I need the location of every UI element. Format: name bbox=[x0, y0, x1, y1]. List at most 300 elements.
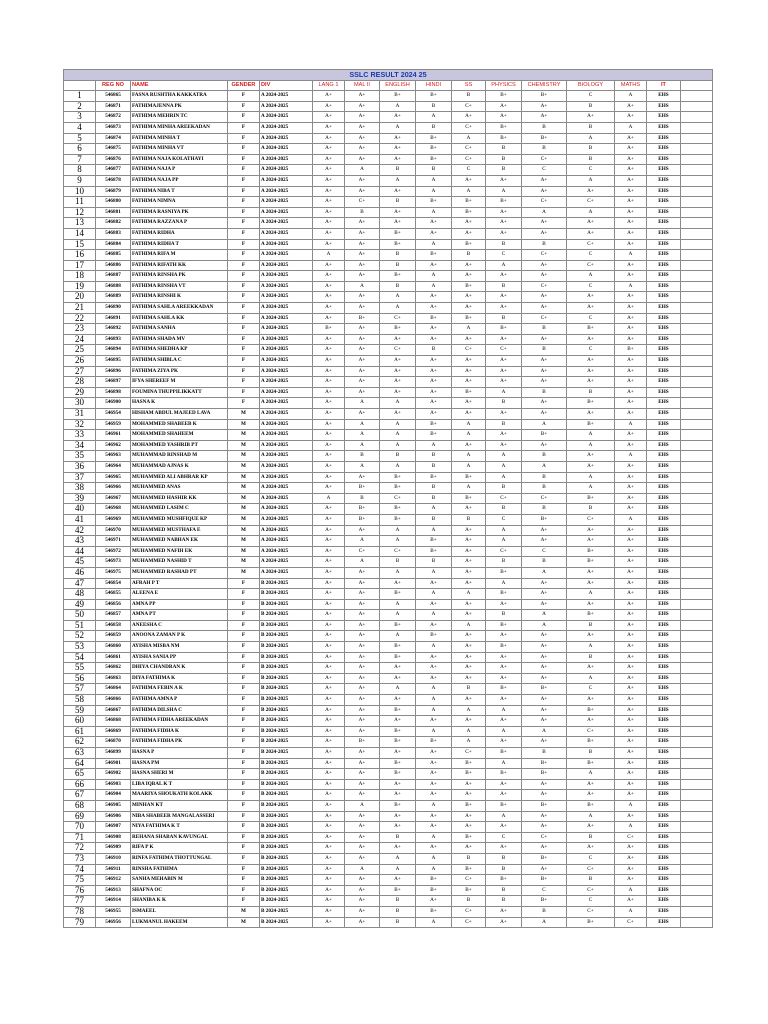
grade-ss: A+ bbox=[452, 843, 486, 854]
table-row bbox=[64, 260, 713, 271]
grade-chemistry: A bbox=[522, 461, 567, 472]
grade-biology: A+ bbox=[567, 822, 615, 833]
grade-maths: A+ bbox=[615, 695, 647, 706]
grade-hindi: A bbox=[416, 589, 452, 600]
grade-physics: B+ bbox=[486, 769, 522, 780]
gender: M bbox=[228, 419, 260, 430]
grade-biology: A+ bbox=[567, 356, 615, 367]
gender: M bbox=[228, 525, 260, 536]
student-name: FATHIMA MINHA AREEKADAN bbox=[131, 122, 228, 133]
division: B 2024-2025 bbox=[260, 705, 313, 716]
grade-chemistry: C bbox=[522, 165, 567, 176]
blank-cell bbox=[681, 366, 713, 377]
grade-mal2: A+ bbox=[345, 175, 380, 186]
blank-cell bbox=[681, 642, 713, 653]
table-row bbox=[64, 197, 713, 208]
grade-hindi: B+ bbox=[416, 419, 452, 430]
grade-biology: C+ bbox=[567, 197, 615, 208]
grade-ss: A bbox=[452, 737, 486, 748]
grade-it: EHS bbox=[647, 313, 681, 324]
reg-no: 546869 bbox=[96, 726, 131, 737]
grade-lang1: A+ bbox=[313, 228, 345, 239]
grade-mal2: B+ bbox=[345, 504, 380, 515]
grade-chemistry: A bbox=[522, 207, 567, 218]
grade-biology: C bbox=[567, 853, 615, 864]
table-row bbox=[64, 748, 713, 759]
blank-cell bbox=[681, 917, 713, 928]
grade-english: A+ bbox=[380, 663, 416, 674]
serial-number: 8 bbox=[64, 165, 96, 176]
reg-no: 546889 bbox=[96, 292, 131, 303]
gender: F bbox=[228, 154, 260, 165]
student-name: MUHAMMED NAFIH EK bbox=[131, 546, 228, 557]
grade-ss: A+ bbox=[452, 779, 486, 790]
serial-number: 45 bbox=[64, 557, 96, 568]
grade-maths: A+ bbox=[615, 737, 647, 748]
grade-hindi: A bbox=[416, 853, 452, 864]
grade-biology: A bbox=[567, 271, 615, 282]
grade-hindi: B bbox=[416, 483, 452, 494]
table-row bbox=[64, 334, 713, 345]
grade-chemistry: C+ bbox=[522, 197, 567, 208]
student-name: RIFA P K bbox=[131, 843, 228, 854]
blank-cell bbox=[681, 197, 713, 208]
grade-hindi: B+ bbox=[416, 144, 452, 155]
grade-lang1: A+ bbox=[313, 790, 345, 801]
grade-chemistry: B+ bbox=[522, 769, 567, 780]
serial-number: 70 bbox=[64, 822, 96, 833]
grade-chemistry: A+ bbox=[522, 822, 567, 833]
table-row bbox=[64, 652, 713, 663]
grade-it: EHS bbox=[647, 663, 681, 674]
grade-hindi: A+ bbox=[416, 896, 452, 907]
reg-no: 546972 bbox=[96, 546, 131, 557]
gender: F bbox=[228, 620, 260, 631]
grade-lang1: A+ bbox=[313, 875, 345, 886]
grade-hindi: A bbox=[416, 281, 452, 292]
grade-biology: A+ bbox=[567, 112, 615, 123]
table-row bbox=[64, 461, 713, 472]
division: A 2024-2025 bbox=[260, 419, 313, 430]
gender: M bbox=[228, 567, 260, 578]
blank-cell bbox=[681, 324, 713, 335]
grade-lang1: A+ bbox=[313, 843, 345, 854]
grade-physics: A+ bbox=[486, 207, 522, 218]
grade-it: EHS bbox=[647, 186, 681, 197]
table-row bbox=[64, 716, 713, 727]
table-row bbox=[64, 567, 713, 578]
gender: M bbox=[228, 472, 260, 483]
blank-cell bbox=[681, 748, 713, 759]
grade-biology: B bbox=[567, 387, 615, 398]
student-name: DHIYA CHANDRAN K bbox=[131, 663, 228, 674]
gender: F bbox=[228, 398, 260, 409]
division: B 2024-2025 bbox=[260, 642, 313, 653]
grade-it: EHS bbox=[647, 822, 681, 833]
grade-physics: A+ bbox=[486, 906, 522, 917]
blank-cell bbox=[681, 334, 713, 345]
grade-maths: A+ bbox=[615, 578, 647, 589]
student-name: FATHIMAJENNA PK bbox=[131, 101, 228, 112]
table-row bbox=[64, 165, 713, 176]
grade-chemistry: A+ bbox=[522, 356, 567, 367]
blank-cell bbox=[681, 864, 713, 875]
reg-no: 546899 bbox=[96, 748, 131, 759]
serial-number: 30 bbox=[64, 398, 96, 409]
serial-number: 66 bbox=[64, 779, 96, 790]
serial-number: 46 bbox=[64, 567, 96, 578]
grade-biology: C bbox=[567, 165, 615, 176]
grade-hindi: B bbox=[416, 461, 452, 472]
student-name: FATHIMA SAHLA AREEKKADAN bbox=[131, 303, 228, 314]
grade-ss: A+ bbox=[452, 409, 486, 420]
reg-no: 546876 bbox=[96, 154, 131, 165]
reg-no: 546874 bbox=[96, 133, 131, 144]
grade-hindi: A+ bbox=[416, 652, 452, 663]
grade-biology: B bbox=[567, 101, 615, 112]
grade-english: B+ bbox=[380, 726, 416, 737]
grade-lang1: A+ bbox=[313, 567, 345, 578]
grade-biology: A+ bbox=[567, 779, 615, 790]
grade-maths: A+ bbox=[615, 356, 647, 367]
student-name: MUHAMMED MUSTHAFA E bbox=[131, 525, 228, 536]
grade-chemistry: B bbox=[522, 345, 567, 356]
grade-lang1: A+ bbox=[313, 387, 345, 398]
division: B 2024-2025 bbox=[260, 599, 313, 610]
grade-chemistry: B bbox=[522, 748, 567, 759]
grade-physics: B bbox=[486, 281, 522, 292]
blank-cell bbox=[681, 165, 713, 176]
grade-mal2: A+ bbox=[345, 642, 380, 653]
grade-lang1: A+ bbox=[313, 313, 345, 324]
division: B 2024-2025 bbox=[260, 832, 313, 843]
division: B 2024-2025 bbox=[260, 896, 313, 907]
grade-maths: A bbox=[615, 281, 647, 292]
grade-lang1: A+ bbox=[313, 705, 345, 716]
grade-hindi: A+ bbox=[416, 578, 452, 589]
grade-biology: B bbox=[567, 652, 615, 663]
serial-number: 65 bbox=[64, 769, 96, 780]
grade-ss: A bbox=[452, 186, 486, 197]
grade-physics: A+ bbox=[486, 737, 522, 748]
grade-mal2: A+ bbox=[345, 345, 380, 356]
grade-lang1: A+ bbox=[313, 800, 345, 811]
division: B 2024-2025 bbox=[260, 589, 313, 600]
grade-maths: A+ bbox=[615, 620, 647, 631]
grade-it: EHS bbox=[647, 356, 681, 367]
grade-mal2: A bbox=[345, 165, 380, 176]
grade-hindi: A bbox=[416, 271, 452, 282]
blank-cell bbox=[681, 779, 713, 790]
blank-cell bbox=[681, 91, 713, 102]
grade-it: EHS bbox=[647, 207, 681, 218]
grade-english: B+ bbox=[380, 705, 416, 716]
grade-maths: A+ bbox=[615, 642, 647, 653]
grade-physics: A+ bbox=[486, 663, 522, 674]
grade-physics: B+ bbox=[486, 620, 522, 631]
grade-maths: A+ bbox=[615, 409, 647, 420]
grade-ss: A+ bbox=[452, 822, 486, 833]
grade-biology: C bbox=[567, 313, 615, 324]
table-row bbox=[64, 684, 713, 695]
grade-maths: A+ bbox=[615, 324, 647, 335]
grade-lang1: A bbox=[313, 493, 345, 504]
grade-english: B bbox=[380, 832, 416, 843]
grade-hindi: A+ bbox=[416, 673, 452, 684]
grade-maths: A bbox=[615, 885, 647, 896]
grade-lang1: A+ bbox=[313, 610, 345, 621]
grade-it: EHS bbox=[647, 589, 681, 600]
grade-ss: B+ bbox=[452, 197, 486, 208]
grade-ss: A+ bbox=[452, 642, 486, 653]
grade-english: A+ bbox=[380, 790, 416, 801]
grade-maths: A+ bbox=[615, 271, 647, 282]
grade-english: A+ bbox=[380, 207, 416, 218]
grade-lang1: A+ bbox=[313, 620, 345, 631]
grade-biology: C+ bbox=[567, 239, 615, 250]
grade-it: EHS bbox=[647, 260, 681, 271]
division: A 2024-2025 bbox=[260, 281, 313, 292]
grade-hindi: A+ bbox=[416, 218, 452, 229]
blank-cell bbox=[681, 578, 713, 589]
division: A 2024-2025 bbox=[260, 472, 313, 483]
division: A 2024-2025 bbox=[260, 567, 313, 578]
reg-no: 546969 bbox=[96, 514, 131, 525]
grade-hindi: A+ bbox=[416, 822, 452, 833]
table-row bbox=[64, 525, 713, 536]
serial-number: 5 bbox=[64, 133, 96, 144]
table-row bbox=[64, 917, 713, 928]
grade-ss: C+ bbox=[452, 144, 486, 155]
grade-chemistry: A bbox=[522, 610, 567, 621]
student-name: MUHAMMED RASHAD PT bbox=[131, 567, 228, 578]
grade-ss: A+ bbox=[452, 525, 486, 536]
gender: M bbox=[228, 504, 260, 515]
grade-maths: A+ bbox=[615, 472, 647, 483]
grade-it: EHS bbox=[647, 324, 681, 335]
grade-lang1: A+ bbox=[313, 197, 345, 208]
grade-physics: A+ bbox=[486, 112, 522, 123]
student-name: FATHIMA RINSHI K bbox=[131, 292, 228, 303]
grade-ss: B bbox=[452, 896, 486, 907]
serial-number: 59 bbox=[64, 705, 96, 716]
reg-no: 546868 bbox=[96, 716, 131, 727]
serial-number: 16 bbox=[64, 250, 96, 261]
serial-number: 12 bbox=[64, 207, 96, 218]
grade-ss: C+ bbox=[452, 345, 486, 356]
grade-physics: B bbox=[486, 885, 522, 896]
student-name: HASNA P bbox=[131, 748, 228, 759]
serial-number: 21 bbox=[64, 303, 96, 314]
gender: M bbox=[228, 483, 260, 494]
header-it: IT bbox=[647, 80, 681, 91]
reg-no: 546914 bbox=[96, 896, 131, 907]
grade-physics: A+ bbox=[486, 917, 522, 928]
grade-mal2: B+ bbox=[345, 313, 380, 324]
division: A 2024-2025 bbox=[260, 186, 313, 197]
grade-biology: B bbox=[567, 832, 615, 843]
grade-english: A bbox=[380, 175, 416, 186]
grade-maths: A+ bbox=[615, 716, 647, 727]
grade-physics: A+ bbox=[486, 843, 522, 854]
blank-cell bbox=[681, 536, 713, 547]
grade-it: EHS bbox=[647, 175, 681, 186]
grade-mal2: A+ bbox=[345, 356, 380, 367]
grade-it: EHS bbox=[647, 461, 681, 472]
reg-no: 546905 bbox=[96, 800, 131, 811]
table-row bbox=[64, 673, 713, 684]
grade-it: EHS bbox=[647, 737, 681, 748]
grade-ss: A+ bbox=[452, 557, 486, 568]
division: B 2024-2025 bbox=[260, 769, 313, 780]
grade-mal2: A+ bbox=[345, 292, 380, 303]
grade-ss: B bbox=[452, 514, 486, 525]
serial-number: 15 bbox=[64, 239, 96, 250]
grade-ss: A+ bbox=[452, 356, 486, 367]
grade-physics: B+ bbox=[486, 567, 522, 578]
table-row bbox=[64, 292, 713, 303]
grade-maths: A+ bbox=[615, 101, 647, 112]
grade-lang1: A+ bbox=[313, 906, 345, 917]
division: B 2024-2025 bbox=[260, 885, 313, 896]
grade-physics: A+ bbox=[486, 822, 522, 833]
grade-physics: A+ bbox=[486, 652, 522, 663]
grade-chemistry: A+ bbox=[522, 663, 567, 674]
grade-ss: A+ bbox=[452, 536, 486, 547]
division: A 2024-2025 bbox=[260, 557, 313, 568]
student-name: FATHIMA FEBIN A K bbox=[131, 684, 228, 695]
serial-number: 74 bbox=[64, 864, 96, 875]
division: B 2024-2025 bbox=[260, 864, 313, 875]
table-row bbox=[64, 175, 713, 186]
division: B 2024-2025 bbox=[260, 843, 313, 854]
grade-lang1: A+ bbox=[313, 472, 345, 483]
grade-maths: A+ bbox=[615, 875, 647, 886]
grade-mal2: B+ bbox=[345, 737, 380, 748]
grade-lang1: A+ bbox=[313, 684, 345, 695]
grade-physics: B bbox=[486, 864, 522, 875]
grade-maths: A+ bbox=[615, 567, 647, 578]
table-row bbox=[64, 737, 713, 748]
blank-cell bbox=[681, 726, 713, 737]
student-name: NIYA FATHIMA K T bbox=[131, 822, 228, 833]
student-name: MOHAMMED YASHRIB PT bbox=[131, 440, 228, 451]
grade-chemistry: A+ bbox=[522, 186, 567, 197]
grade-lang1: A+ bbox=[313, 207, 345, 218]
grade-maths: A+ bbox=[615, 546, 647, 557]
grade-chemistry: A+ bbox=[522, 716, 567, 727]
grade-lang1: A+ bbox=[313, 112, 345, 123]
reg-no: 546860 bbox=[96, 642, 131, 653]
grade-chemistry: B bbox=[522, 483, 567, 494]
serial-number: 35 bbox=[64, 451, 96, 462]
grade-ss: A bbox=[452, 419, 486, 430]
division: B 2024-2025 bbox=[260, 695, 313, 706]
grade-biology: A+ bbox=[567, 334, 615, 345]
grade-english: A bbox=[380, 684, 416, 695]
grade-mal2: A+ bbox=[345, 324, 380, 335]
grade-hindi: B bbox=[416, 557, 452, 568]
grade-maths: A+ bbox=[615, 260, 647, 271]
gender: F bbox=[228, 652, 260, 663]
grade-biology: A+ bbox=[567, 377, 615, 388]
grade-mal2: A+ bbox=[345, 726, 380, 737]
serial-number: 54 bbox=[64, 652, 96, 663]
grade-mal2: B bbox=[345, 493, 380, 504]
grade-english: A bbox=[380, 864, 416, 875]
grade-ss: A+ bbox=[452, 292, 486, 303]
grade-maths: A+ bbox=[615, 779, 647, 790]
gender: F bbox=[228, 800, 260, 811]
grade-english: B+ bbox=[380, 769, 416, 780]
grade-biology: B bbox=[567, 748, 615, 759]
grade-mal2: A+ bbox=[345, 101, 380, 112]
grade-hindi: A+ bbox=[416, 409, 452, 420]
grade-hindi: A+ bbox=[416, 398, 452, 409]
grade-maths: A+ bbox=[615, 758, 647, 769]
grade-english: A bbox=[380, 419, 416, 430]
gender: F bbox=[228, 292, 260, 303]
gender: F bbox=[228, 260, 260, 271]
serial-number: 9 bbox=[64, 175, 96, 186]
reg-no: 546963 bbox=[96, 451, 131, 462]
student-name: FATHIMA FIDHA PK bbox=[131, 737, 228, 748]
student-name: FATHIMA ZIYA PK bbox=[131, 366, 228, 377]
division: A 2024-2025 bbox=[260, 377, 313, 388]
grade-chemistry: A+ bbox=[522, 271, 567, 282]
grade-chemistry: A+ bbox=[522, 292, 567, 303]
grade-english: A+ bbox=[380, 875, 416, 886]
division: B 2024-2025 bbox=[260, 822, 313, 833]
reg-no: 546858 bbox=[96, 620, 131, 631]
grade-mal2: B bbox=[345, 451, 380, 462]
grade-maths: A+ bbox=[615, 610, 647, 621]
student-name: AMNA PT bbox=[131, 610, 228, 621]
grade-it: EHS bbox=[647, 779, 681, 790]
division: B 2024-2025 bbox=[260, 620, 313, 631]
grade-physics: A bbox=[486, 387, 522, 398]
grade-it: EHS bbox=[647, 578, 681, 589]
division: B 2024-2025 bbox=[260, 917, 313, 928]
grade-english: A+ bbox=[380, 843, 416, 854]
grade-physics: A+ bbox=[486, 631, 522, 642]
grade-hindi: B bbox=[416, 345, 452, 356]
grade-lang1: A+ bbox=[313, 885, 345, 896]
division: B 2024-2025 bbox=[260, 673, 313, 684]
grade-english: A+ bbox=[380, 387, 416, 398]
reg-no: 546966 bbox=[96, 483, 131, 494]
serial-number: 75 bbox=[64, 875, 96, 886]
grade-physics: A+ bbox=[486, 599, 522, 610]
serial-number: 24 bbox=[64, 334, 96, 345]
table-row bbox=[64, 822, 713, 833]
grade-chemistry: B bbox=[522, 387, 567, 398]
grade-it: EHS bbox=[647, 885, 681, 896]
serial-number: 38 bbox=[64, 483, 96, 494]
blank-cell bbox=[681, 387, 713, 398]
grade-mal2: A+ bbox=[345, 144, 380, 155]
grade-it: EHS bbox=[647, 430, 681, 441]
reg-no: 546904 bbox=[96, 790, 131, 801]
grade-it: EHS bbox=[647, 345, 681, 356]
grade-chemistry: A bbox=[522, 419, 567, 430]
grade-it: EHS bbox=[647, 748, 681, 759]
serial-number: 26 bbox=[64, 356, 96, 367]
grade-chemistry: B bbox=[522, 239, 567, 250]
grade-english: A bbox=[380, 398, 416, 409]
student-name: SHAFNA OC bbox=[131, 885, 228, 896]
student-name: FATHIMA MEHRIN TC bbox=[131, 112, 228, 123]
